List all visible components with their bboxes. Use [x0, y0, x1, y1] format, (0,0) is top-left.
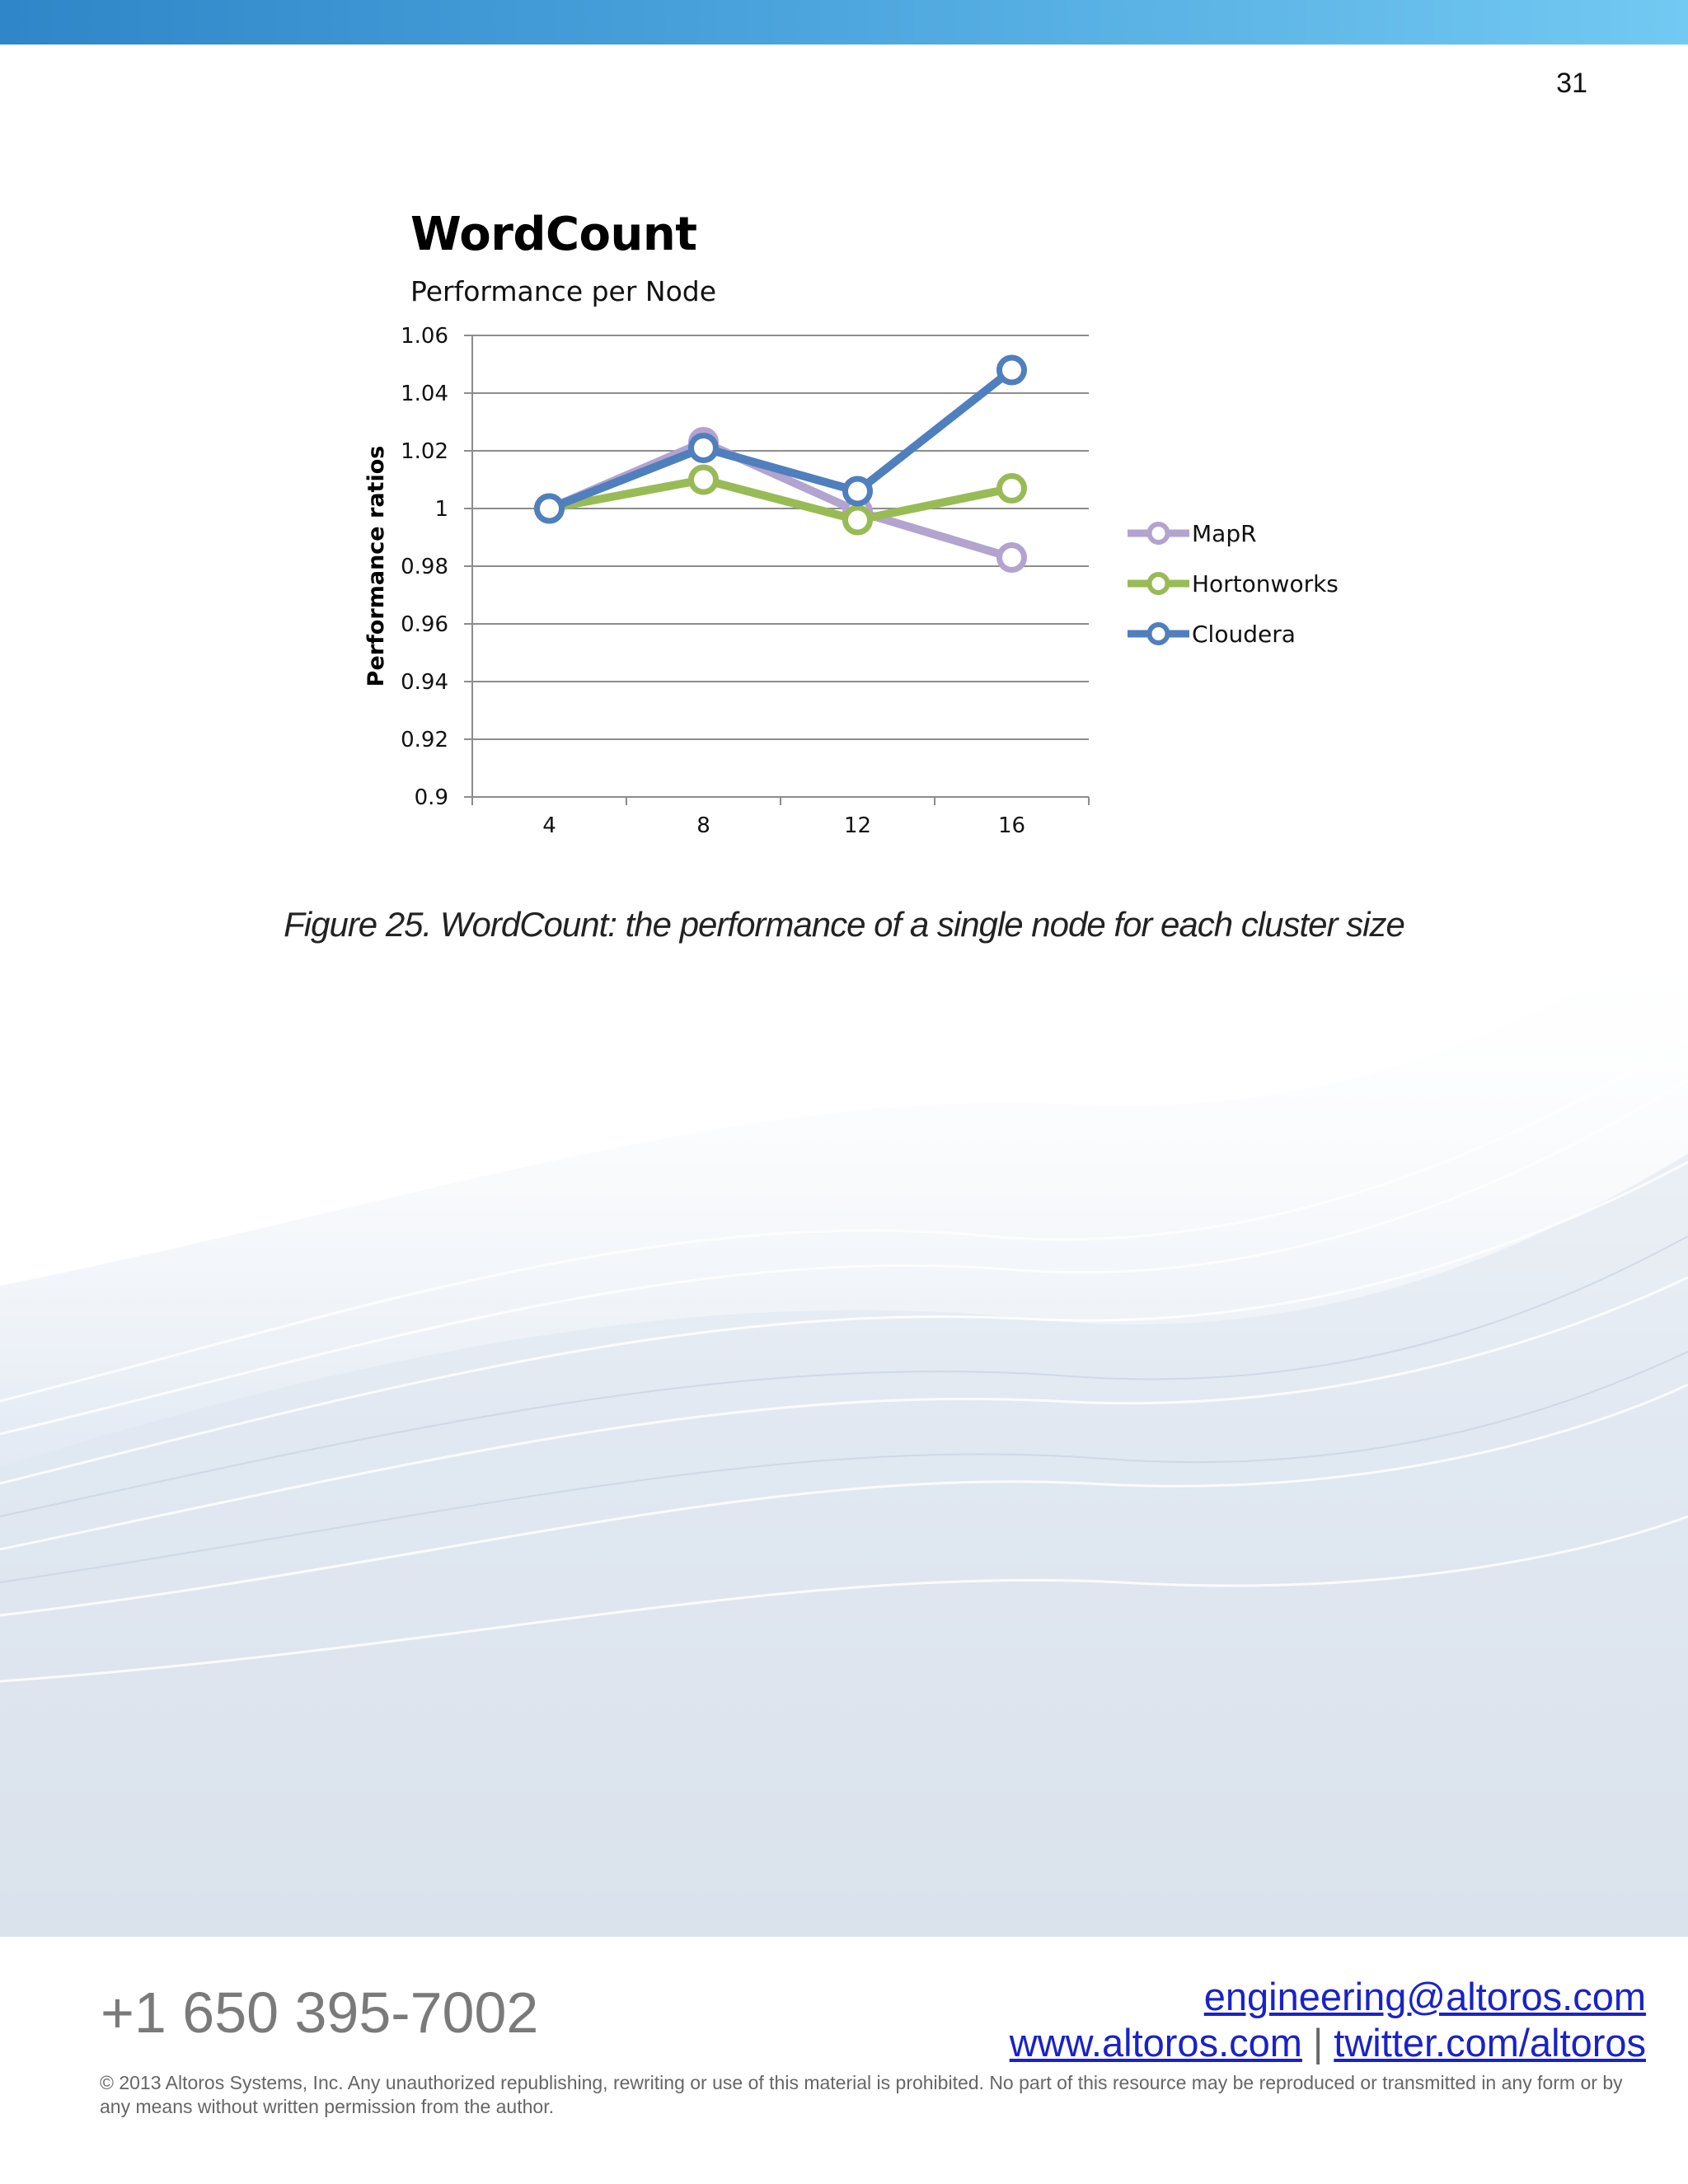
website-link[interactable]: www.altoros.com — [1009, 2021, 1302, 2064]
copyright-notice: © 2013 Altoros Systems, Inc. Any unauthorized republishing, rewriting or use of this material is prohibited. No part of this resource may be reproduced or transmitted in any form or by any means without written permission from the author. — [100, 2072, 1623, 2117]
legend-marker-cloudera — [1150, 625, 1168, 643]
page-number: 31 — [1556, 68, 1587, 99]
y-tick-label: 0.92 — [401, 728, 448, 752]
data-point-hortonworks — [846, 508, 870, 532]
y-tick-label: 1.02 — [401, 439, 448, 464]
series-line-cloudera — [550, 370, 1012, 509]
data-point-cloudera — [692, 436, 716, 461]
legend-label-mapr: MapR — [1192, 520, 1257, 547]
axes — [401, 324, 1089, 838]
phone-number: +1 650 395-7002 — [101, 1980, 539, 2045]
y-tick-label: 0.94 — [401, 670, 448, 695]
x-tick-label: 4 — [542, 813, 556, 838]
y-tick-label: 0.98 — [401, 555, 448, 579]
legend-marker-hortonworks — [1150, 574, 1168, 593]
line-chart — [0, 0, 1688, 907]
data-point-cloudera — [846, 479, 870, 504]
background-waves — [0, 890, 1688, 1953]
email-link[interactable]: engineering@altoros.com — [1203, 1975, 1646, 2018]
gridlines — [472, 335, 1089, 739]
legend-label-hortonworks: Hortonworks — [1192, 570, 1339, 598]
twitter-link[interactable]: twitter.com/altoros — [1334, 2021, 1646, 2064]
data-point-hortonworks — [692, 467, 716, 492]
link-separator: | — [1312, 2021, 1324, 2064]
figure-caption: Figure 25. WordCount: the performance of a single node for each cluster size — [284, 905, 1404, 944]
data-point-cloudera — [537, 496, 562, 521]
chart-subtitle: Performance per Node — [410, 275, 717, 307]
legend — [1128, 520, 1339, 648]
y-tick-label: 0.96 — [401, 612, 448, 637]
y-tick-label: 0.9 — [414, 785, 448, 810]
x-tick-label: 12 — [843, 813, 872, 838]
contact-links — [1010, 1974, 1646, 2066]
data-point-cloudera — [1000, 358, 1025, 382]
y-axis-label: Performance ratios — [363, 445, 389, 687]
series-lines — [537, 358, 1025, 570]
legend-label-cloudera: Cloudera — [1192, 621, 1296, 648]
data-point-mapr — [1000, 546, 1025, 570]
y-tick-label: 1.04 — [401, 382, 448, 406]
legend-marker-mapr — [1150, 524, 1168, 542]
chart-title: WordCount — [410, 208, 697, 261]
series-line-hortonworks — [550, 480, 1012, 520]
y-tick-label: 1 — [434, 497, 448, 522]
y-tick-label: 1.06 — [401, 324, 448, 349]
x-tick-label: 8 — [696, 813, 710, 838]
x-tick-label: 16 — [997, 813, 1026, 838]
data-point-hortonworks — [1000, 476, 1025, 501]
